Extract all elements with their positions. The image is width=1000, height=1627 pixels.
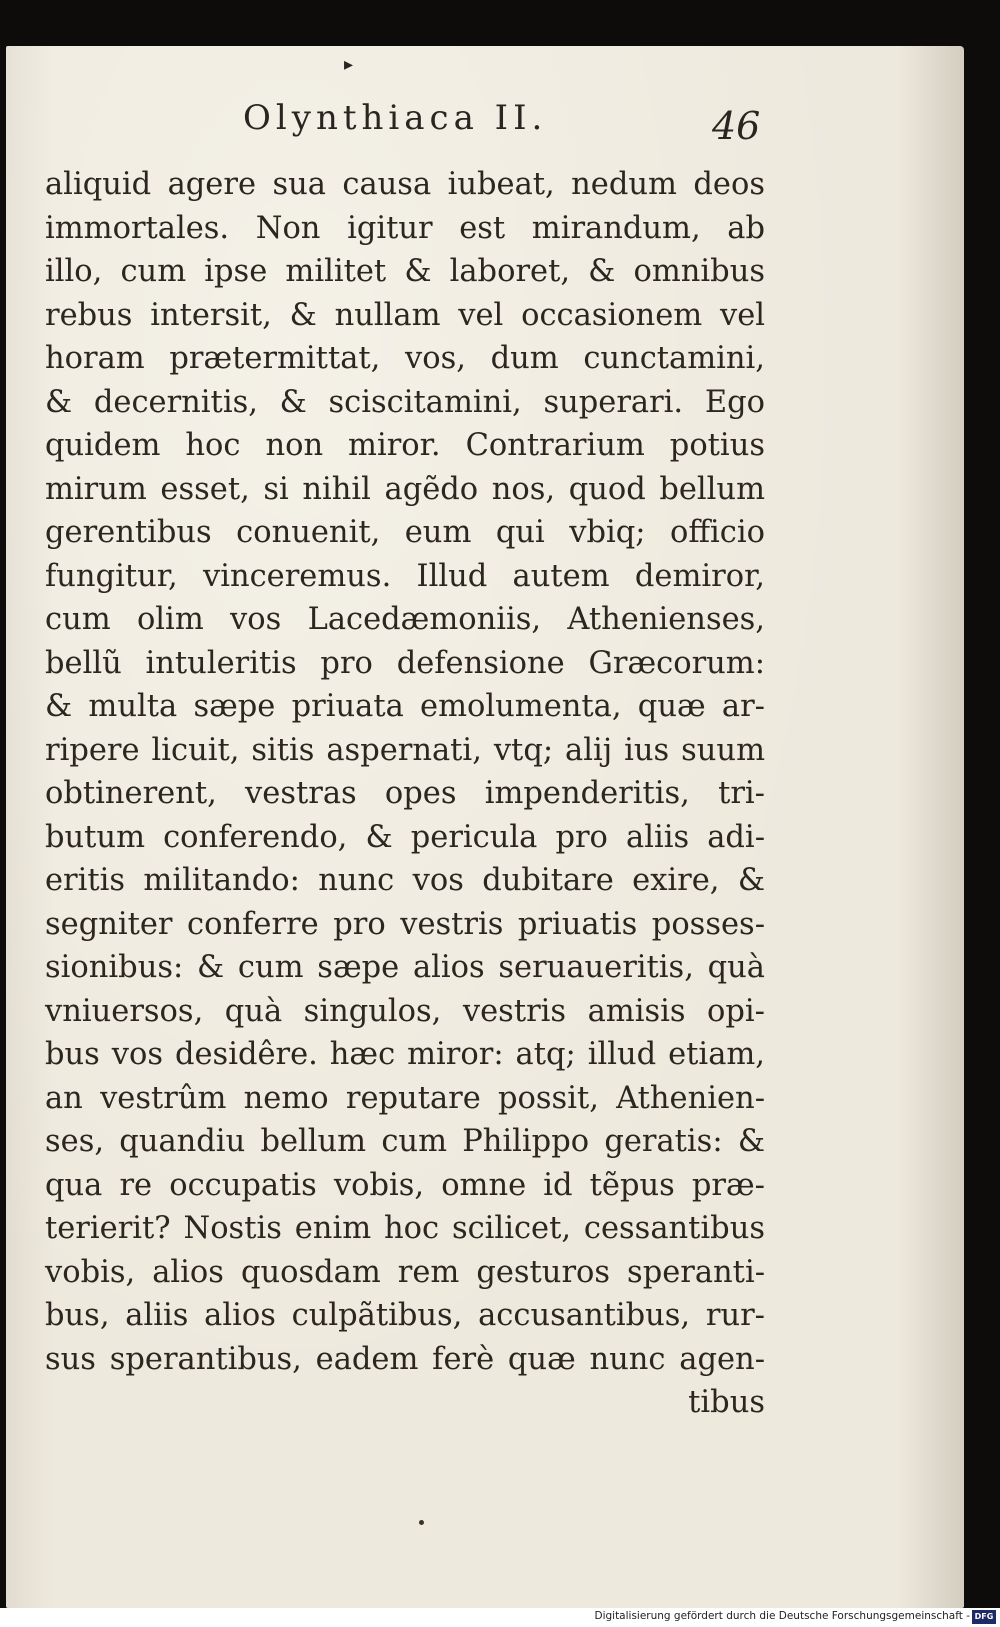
ink-dot [419, 1520, 424, 1525]
text-line: ses, quandiu bellum cum Philippo geratis: & [45, 1124, 765, 1159]
text-line: aliquid agere sua causa iubeat, nedum deos [45, 167, 765, 202]
text-line: fungitur, vinceremus. Illud autem demiror, [45, 558, 765, 594]
text-line: illo, cum ipse militet & laboret, & omnibus [45, 254, 765, 289]
page-number: 46 [712, 104, 761, 148]
text-line: mirum esset, si nihil agẽdo nos, quod bellum [45, 471, 765, 507]
text-line: bus vos desidêre. hæc miror: atq; illud etiam, [45, 1037, 765, 1072]
text-line: horam prætermittat, vos, dum cunctamini, [45, 341, 765, 376]
text-line: gerentibus conuenit, eum qui vbiq; officio [45, 515, 765, 550]
text-line: & decernitis, & sciscitamini, superari. Ego [45, 384, 765, 420]
text-line: sionibus: & cum sæpe alios seruaueritis, quà [45, 950, 765, 985]
text-line: vobis, alios quosdam rem gesturos speranti- [45, 1254, 765, 1290]
text-line: cum olim vos Lacedæmoniis, Athenienses, [45, 602, 765, 637]
catchword: tibus [688, 1385, 765, 1420]
text-line: butum conferendo, & pericula pro aliis adi- [45, 819, 765, 855]
top-mark: ▸ [344, 54, 354, 75]
text-line: quidem hoc non miror. Contrarium potius [45, 428, 765, 463]
text-line: ripere licuit, sitis aspernati, vtq; alij ius suum [45, 732, 765, 768]
text-line: segniter conferre pro vestris priuatis posses- [45, 906, 765, 942]
text-line: vniuersos, quà singulos, vestris amisis opi- [45, 993, 765, 1029]
text-line: terierit? Nostis enim hoc scilicet, cessantibus [45, 1211, 765, 1246]
dfg-logo: DFG [972, 1610, 996, 1624]
text-line: immortales. Non igitur est mirandum, ab [45, 210, 765, 246]
text-line: rebus intersit, & nullam vel occasionem vel [45, 297, 765, 333]
body-text [45, 163, 765, 1425]
text-line: bus, aliis alios culpãtibus, accusantibus, rur- [45, 1298, 765, 1333]
text-line: & multa sæpe priuata emolumenta, quæ ar- [45, 689, 765, 724]
digitization-credit: Digitalisierung gefördert durch die Deutsche Forschungsgemeinschaft - [594, 1610, 970, 1622]
text-line: eritis militando: nunc vos dubitare exire, & [45, 863, 765, 898]
running-head: Olynthiaca II. [243, 98, 548, 138]
text-line: bellũ intuleritis pro defensione Græcorum: [45, 645, 765, 681]
text-line: an vestrûm nemo reputare possit, Athenien- [45, 1080, 765, 1116]
text-line: sus sperantibus, eadem ferè quæ nunc agen- [45, 1341, 765, 1377]
text-line: qua re occupatis vobis, omne id tẽpus præ- [45, 1167, 765, 1203]
text-line: obtinerent, vestras opes impenderitis, tri- [45, 776, 765, 811]
